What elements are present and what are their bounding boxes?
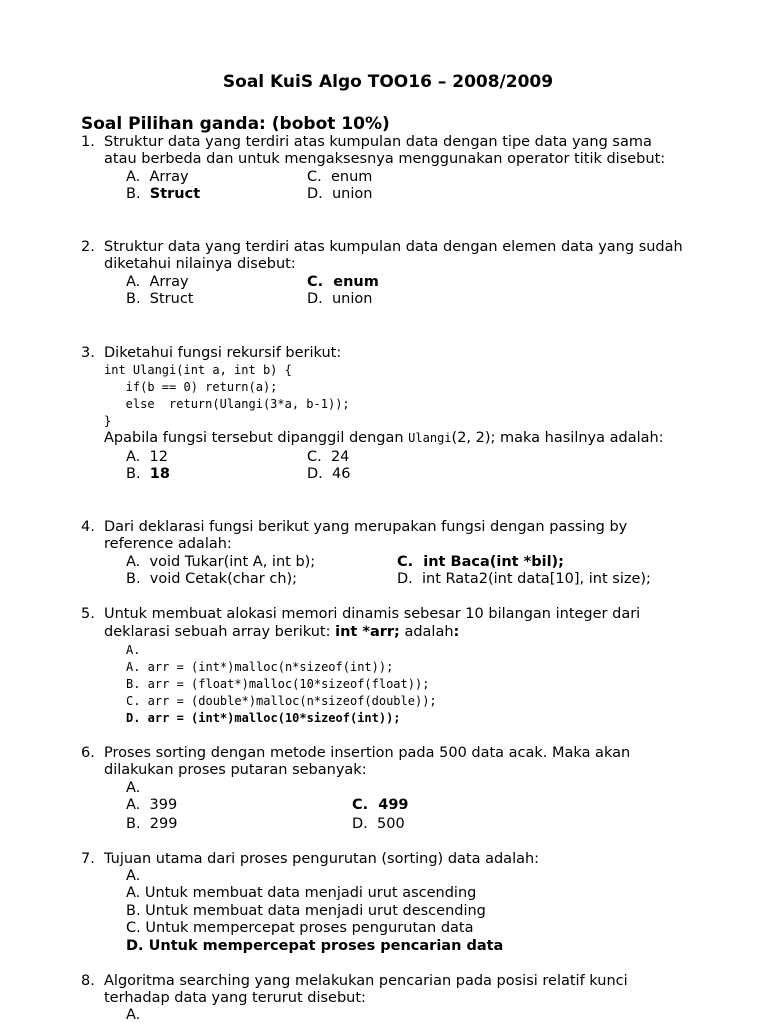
- option-a: A. 12: [126, 449, 168, 465]
- option-a: A. Untuk membuat data menjadi urut ascending: [126, 885, 477, 901]
- question-number: 1.: [81, 134, 95, 150]
- option-d: D. 500: [352, 816, 405, 832]
- question-number: 2.: [81, 239, 95, 255]
- question-number: 6.: [81, 745, 95, 761]
- question-text: Struktur data yang terdiri atas kumpulan data dengan tipe data yang sama: [104, 134, 652, 150]
- option-a: A. arr = (int*)malloc(n*sizeof(int));: [126, 660, 394, 674]
- question-text: Apabila fungsi tersebut dipanggil dengan Ulangi(2, 2); maka hasilnya adalah:: [104, 430, 664, 446]
- option-b: B. Struct: [126, 186, 201, 202]
- option-d: D. union: [307, 291, 373, 307]
- question-text: Proses sorting dengan metode insertion pada 500 data acak. Maka akan: [104, 745, 631, 761]
- question-text: atau berbeda dan untuk mengaksesnya menggunakan operator titik disebut:: [104, 151, 666, 167]
- code-line: if(b == 0) return(a);: [104, 380, 278, 394]
- option-d: D. 46: [307, 466, 351, 482]
- code-line: else return(Ulangi(3*a, b-1));: [104, 397, 350, 411]
- code-line: int Ulangi(int a, int b) {: [104, 363, 292, 377]
- option-a: A. Array: [126, 169, 189, 185]
- option-b: B. Untuk membuat data menjadi urut descending: [126, 903, 486, 919]
- section-heading: Soal Pilihan ganda: (bobot 10%): [81, 114, 390, 134]
- question-number: 7.: [81, 851, 95, 867]
- option-c: C. 24: [307, 449, 350, 465]
- option-d: D. int Rata2(int data[10], int size);: [397, 571, 651, 587]
- question-text: Diketahui fungsi rekursif berikut:: [104, 345, 342, 361]
- stray-label: A.: [126, 643, 141, 657]
- option-a: A. Array: [126, 274, 189, 290]
- question-text: terhadap data yang terurut disebut:: [104, 990, 366, 1006]
- code-line: }: [104, 414, 112, 428]
- option-b: B. Struct: [126, 291, 194, 307]
- option-a: A. 399: [126, 797, 178, 813]
- question-text: Struktur data yang terdiri atas kumpulan data dengan elemen data yang sudah: [104, 239, 683, 255]
- option-b: B. 299: [126, 816, 178, 832]
- stray-label: A.: [126, 868, 141, 884]
- option-c: C. 499: [352, 797, 409, 813]
- option-d: D. arr = (int*)malloc(10*sizeof(int));: [126, 711, 401, 725]
- stray-label: A.: [126, 1007, 141, 1023]
- option-d: D. Untuk mempercepat proses pencarian data: [126, 938, 504, 954]
- question-text: Tujuan utama dari proses pengurutan (sorting) data adalah:: [104, 851, 540, 867]
- question-text: diketahui nilainya disebut:: [104, 256, 296, 272]
- option-d: D. union: [307, 186, 373, 202]
- question-text: reference adalah:: [104, 536, 232, 552]
- option-b: B. arr = (float*)malloc(10*sizeof(float));: [126, 677, 430, 691]
- question-number: 5.: [81, 606, 95, 622]
- question-number: 3.: [81, 345, 95, 361]
- option-a: A. void Tukar(int A, int b);: [126, 554, 316, 570]
- question-number: 4.: [81, 519, 95, 535]
- question-text: Algoritma searching yang melakukan pencarian pada posisi relatif kunci: [104, 973, 628, 989]
- question-text: Untuk membuat alokasi memori dinamis sebesar 10 bilangan integer dari: [104, 606, 641, 622]
- question-text: dilakukan proses putaran sebanyak:: [104, 762, 367, 778]
- option-b: B. 18: [126, 466, 170, 482]
- option-c: C. enum: [307, 169, 373, 185]
- option-c: C. arr = (double*)malloc(n*sizeof(double));: [126, 694, 437, 708]
- option-b: B. void Cetak(char ch);: [126, 571, 298, 587]
- option-c: C. int Baca(int *bil);: [397, 554, 564, 570]
- question-text: Dari deklarasi fungsi berikut yang merupakan fungsi dengan passing by: [104, 519, 628, 535]
- quiz-title: Soal KuiS Algo TOO16 – 2008/2009: [222, 72, 554, 92]
- stray-label: A.: [126, 780, 141, 796]
- question-number: 8.: [81, 973, 95, 989]
- question-text: deklarasi sebuah array berikut: int *arr; adalah:: [104, 624, 460, 640]
- option-c: C. Untuk mempercepat proses pengurutan data: [126, 920, 474, 936]
- option-c: C. enum: [307, 274, 379, 290]
